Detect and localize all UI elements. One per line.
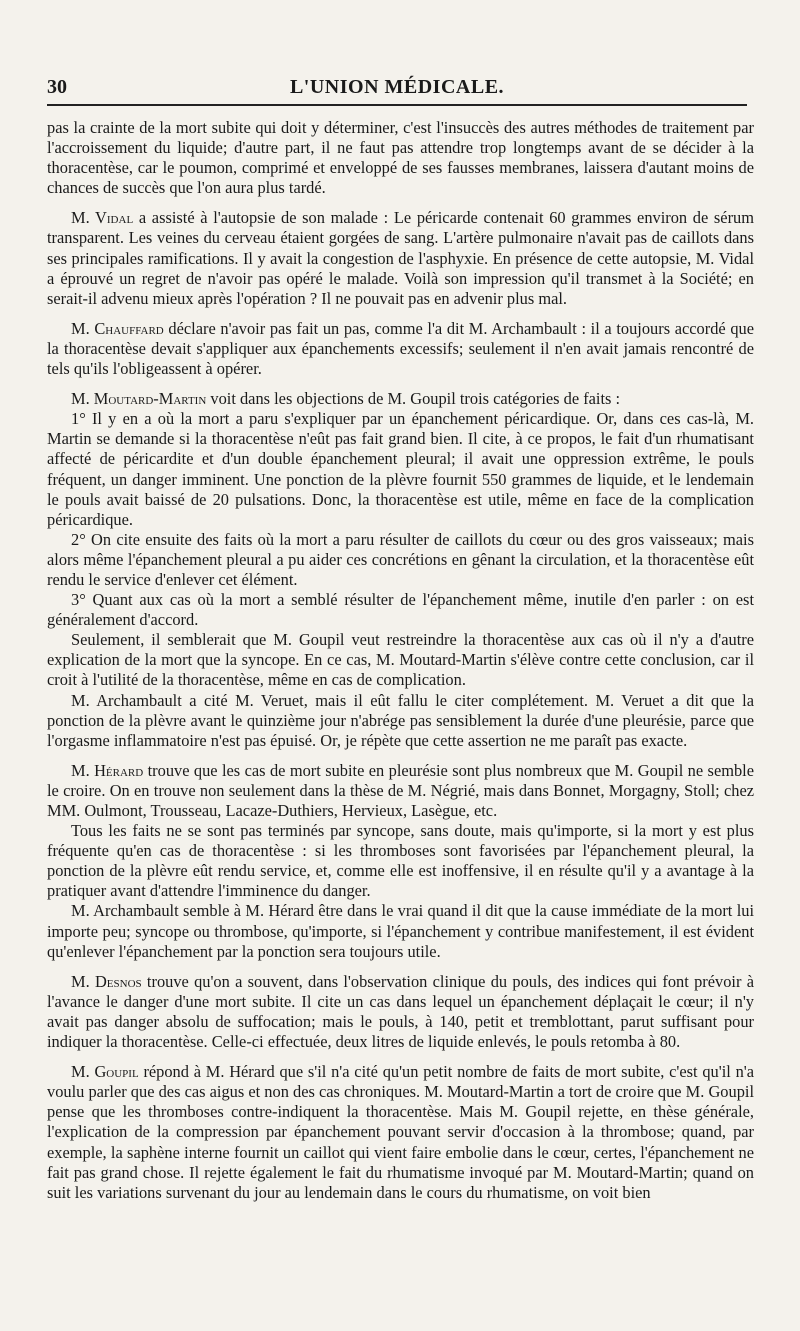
page-header [47,74,747,102]
paragraph: M. Vidal a assisté à l'autopsie de son malade : Le péricarde contenait 60 grammes environ de sérum transparent. Les veines du cerveau étaient gorgées de sang. L'artère pulmonaire n'avait pas de caillots dans ses principales ramifications. Il y avait la congestion de l'asphyxie. En présence de cette autopsie, M. Vidal a éprouvé un regret de n'avoir pas opéré le malade. Voilà son impression qu'il transmet à la Société; en serait-il advenu mieux après l'opération ? Il ne pouvait pas en advenir plus mal. [47,208,754,308]
paragraph: M. Moutard-Martin voit dans les objections de M. Goupil trois catégories de faits : [71,389,621,409]
paragraph: M. Chauffard déclare n'avoir pas fait un pas, comme l'a dit M. Archambault : il a toujours accordé que la thoracentèse devait s'appliquer aux épanchements excessifs; seulement il n'en avait jamais rencontré de tels qu'ils l'obligeassent à opérer. [47,318,754,379]
paragraph: M. Goupil répond à M. Hérard que s'il n'a cité qu'un petit nombre de faits de mort subite, c'est qu'il n'a voulu parler que des cas aigus et non des cas chroniques. M. Moutard-Martin a tort de croire que M. Goupil pense que les thromboses contre-indiquent la thoracentèse. Mais M. Goupil rejette, en thèse générale, l'explication de la compression par épanchement pouvant servir d'occasion à la thrombose; quand, par exemple, la saphène interne fournit un caillot qui vient faire embolie dans le cœur, certes, l'épanchement ne fait pas grand chose. Il rejette également le fait du rhumatisme invoqué par M. Moutard-Martin; quand on suit les variations survenant du jour au lendemain dans le cours du rhumatisme, on voit bien [47,1062,754,1202]
paragraph: M. Desnos trouve qu'on a souvent, dans l'observation clinique du pouls, des indices qui font prévoir à l'avance le danger d'une mort subite. Il cite un cas dans lequel un épanchement déplaçait le cœur; il n'y avait pas danger absolu de suffocation; mais le pouls, à 140, petit et tremblottant, parut suffisant pour indiquer la thoracentèse. Celle-ci effectuée, deux litres de liquide enlevés, le pouls retomba à 80. [47,971,754,1052]
speaker-name: M. Chauffard [71,318,164,338]
speaker-name: M. Vidal [71,208,134,228]
paragraph: Seulement, il semblerait que M. Goupil veut restreindre la thoracentèse aux cas où il n'y a d'autre explication de la mort que la syncope. En ce cas, M. Moutard-Martin s'élève contre cette conclusion, car il croit à l'utilité de la thoracentèse, même en cas de complication. [47,630,754,690]
paragraph: 1° Il y en a où la mort a paru s'expliquer par un épanchement péricardique. Or, dans ces cas-là, M. Martin se demande si la thoracentèse n'eût pas fait grand bien. Il cite, à ce propos, le fait d'un rhumatisant affecté de péricardite et d'un double épanchement pleural; il avait une oppression extrême, le pouls fréquent, un danger imminent. Une ponction de la plèvre fournit 550 grammes de liquide, et le lendemain le pouls avait baissé de 20 pulsations. Donc, la thoracentèse est utile, même en face de la complication péricardique. [47,409,754,529]
speaker-name: M. Moutard-Martin [71,389,207,409]
header-rule [47,104,747,106]
running-title: L'UNION MÉDICALE. [289,76,505,98]
speaker-name: M. Hérard [71,760,144,780]
body-text [47,118,754,1203]
paragraph: M. Hérard trouve que les cas de mort subite en pleurésie sont plus nombreux que M. Goupil ne semble le croire. On en trouve non seulement dans la thèse de M. Négrié, mais dans Bonnet, Morgagny, Stoll; chez MM. Oulmont, Trousseau, Lacaze-Duthiers, Hervieux, Lasègue, etc. [47,760,754,820]
page-number: 30 [47,76,67,98]
paragraph: 3° Quant aux cas où la mort a semblé résulter de l'épanchement même, inutile d'en parler : on est généralement d'accord. [47,590,754,630]
paragraph: M. Archambault a cité M. Veruet, mais il eût fallu le citer complétement. M. Veruet a dit que la ponction de la plèvre avant le quinzième jour n'abrége pas sensiblement la durée d'une pleurésie, parce que l'orgasme inflammatoire n'est pas épuisé. Or, je répète que cette assertion ne me paraît pas exacte. [47,690,754,750]
speaker-name: M. Desnos [71,971,142,991]
paragraph: Tous les faits ne se sont pas terminés par syncope, sans doute, mais qu'importe, si la mort y est plus fréquente qu'en cas de thoracentèse : si les thromboses sont favorisées par l'épanchement pleural, la ponction de la plèvre eût rendu service, et, comme elle est inoffensive, il en résulte qu'il y a avantage à la pratiquer avant d'attendre l'imminence du danger. [47,821,754,901]
paragraph: 2° On cite ensuite des faits où la mort a paru résulter de caillots du cœur ou des gros vaisseaux; mais alors même l'épanchement pleural a pu aider ces concrétions en gênant la circulation, et la thoracentèse eût rendu le service d'enlever cet élément. [47,529,754,589]
paragraph: pas la crainte de la mort subite qui doit y déterminer, c'est l'insuccès des autres méthodes de traitement par l'accroissement du liquide; d'autre part, il ne faut pas attendre trop longtemps avant de se décider à la thoracentèse, car le poumon, comprimé et enveloppé de ses fausses membranes, laissera d'autant moins de chances de succès que l'on aura plus tardé. [47,118,754,198]
paragraph: M. Archambault semble à M. Hérard être dans le vrai quand il dit que la cause immédiate de la mort lui importe peu; syncope ou thrombose, qu'importe, si l'épanchement y contribue manifestement, il est évident qu'enlever l'épanchement par la ponction sera toujours utile. [47,901,754,961]
speaker-name: M. Goupil [71,1062,139,1082]
